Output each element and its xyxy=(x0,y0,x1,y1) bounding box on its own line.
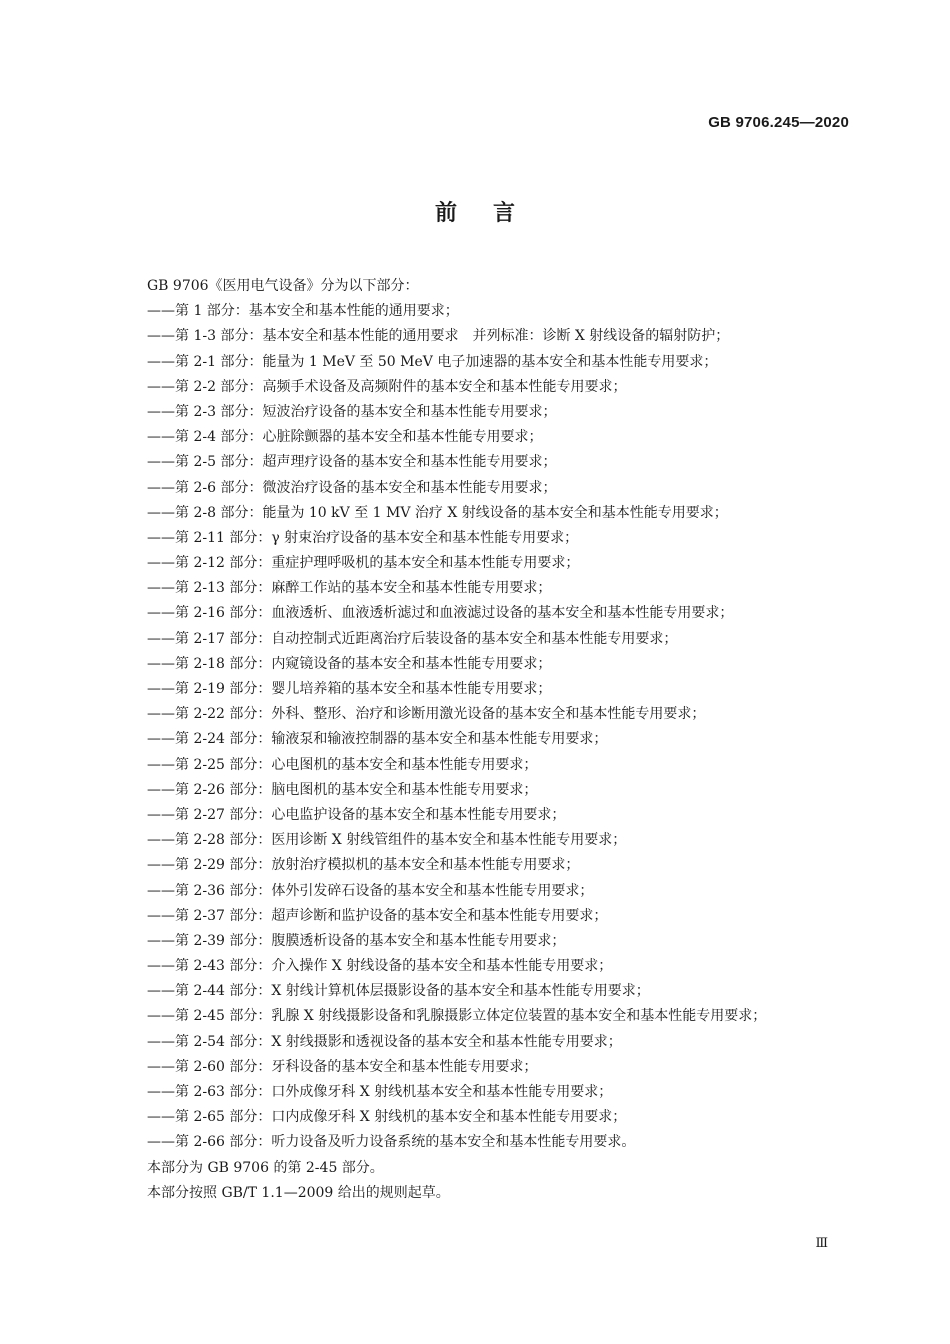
list-item: ——第 2-25 部分：心电图机的基本安全和基本性能专用要求； xyxy=(147,756,538,773)
list-item: ——第 2-29 部分：放射治疗模拟机的基本安全和基本性能专用要求； xyxy=(147,857,580,874)
list-item: ——第 2-16 部分：血液透析、血液透析滤过和血液滤过设备的基本安全和基本性能专用要求； xyxy=(147,605,734,622)
list-item: ——第 2-26 部分：脑电图机的基本安全和基本性能专用要求； xyxy=(147,781,538,798)
list-item: ——第 2-60 部分：牙科设备的基本安全和基本性能专用要求； xyxy=(147,1058,538,1075)
list-item: ——第 2-44 部分：X 射线计算机体层摄影设备的基本安全和基本性能专用要求； xyxy=(147,983,650,1000)
list-item: ——第 2-17 部分：自动控制式近距离治疗后装设备的基本安全和基本性能专用要求； xyxy=(147,630,678,647)
list-item: ——第 2-2 部分：高频手术设备及高频附件的基本安全和基本性能专用要求； xyxy=(147,378,627,395)
standard-code: GB 9706.245—2020 xyxy=(708,114,849,131)
list-item: ——第 2-4 部分：心脏除颤器的基本安全和基本性能专用要求； xyxy=(147,429,543,446)
list-item: ——第 2-66 部分：听力设备及听力设备系统的基本安全和基本性能专用要求。 xyxy=(147,1134,636,1151)
list-item: ——第 2-6 部分：微波治疗设备的基本安全和基本性能专用要求； xyxy=(147,479,557,496)
list-item: ——第 2-5 部分：超声理疗设备的基本安全和基本性能专用要求； xyxy=(147,454,557,471)
list-item: ——第 2-18 部分：内窥镜设备的基本安全和基本性能专用要求； xyxy=(147,655,552,672)
list-item: ——第 2-22 部分：外科、整形、治疗和诊断用激光设备的基本安全和基本性能专用要求； xyxy=(147,706,706,723)
list-item: ——第 2-45 部分：乳腺 X 射线摄影设备和乳腺摄影立体定位装置的基本安全和基本性能专用要求； xyxy=(147,1008,767,1025)
page-title: 前言 xyxy=(434,201,551,226)
page-number: Ⅲ xyxy=(815,1236,828,1251)
list-item: ——第 2-3 部分：短波治疗设备的基本安全和基本性能专用要求； xyxy=(147,403,557,420)
list-item: ——第 2-8 部分：能量为 10 kV 至 1 MV 治疗 X 射线设备的基本安全和基本性能专用要求； xyxy=(147,504,728,521)
list-item: ——第 2-13 部分：麻醉工作站的基本安全和基本性能专用要求； xyxy=(147,580,552,597)
list-item: ——第 2-11 部分：γ 射束治疗设备的基本安全和基本性能专用要求； xyxy=(147,529,579,546)
list-item: ——第 2-19 部分：婴儿培养箱的基本安全和基本性能专用要求； xyxy=(147,681,552,697)
list-item: ——第 2-1 部分：能量为 1 MeV 至 50 MeV 电子加速器的基本安全和基本性能专用要求； xyxy=(147,353,718,370)
list-item: ——第 1 部分：基本安全和基本性能的通用要求； xyxy=(147,303,459,320)
list-item: ——第 2-24 部分：输液泵和输液控制器的基本安全和基本性能专用要求； xyxy=(147,731,608,748)
list-item: ——第 2-28 部分：医用诊断 X 射线管组件的基本安全和基本性能专用要求； xyxy=(147,832,627,849)
list-item: ——第 2-12 部分：重症护理呼吸机的基本安全和基本性能专用要求； xyxy=(147,555,580,572)
list-item: ——第 2-43 部分：介入操作 X 射线设备的基本安全和基本性能专用要求； xyxy=(147,958,613,975)
list-item: ——第 2-37 部分：超声诊断和监护设备的基本安全和基本性能专用要求； xyxy=(147,907,608,924)
parts-list xyxy=(147,299,852,1155)
list-item: ——第 2-39 部分：腹膜透析设备的基本安全和基本性能专用要求； xyxy=(147,932,566,949)
list-item: ——第 2-65 部分：口内成像牙科 X 射线机的基本安全和基本性能专用要求； xyxy=(147,1109,627,1126)
list-item: ——第 2-63 部分：口外成像牙科 X 射线机基本安全和基本性能专用要求； xyxy=(147,1084,613,1101)
foreword-body xyxy=(147,274,852,1206)
list-item: ——第 2-54 部分：X 射线摄影和透视设备的基本安全和基本性能专用要求； xyxy=(147,1033,622,1050)
closing-statement: 本部分为 GB 9706 的第 2-45 部分。 xyxy=(147,1159,384,1176)
list-item: ——第 1-3 部分：基本安全和基本性能的通用要求 并列标准：诊断 X 射线设备的辐射防护； xyxy=(147,328,730,345)
intro-text: GB 9706《医用电气设备》分为以下部分： xyxy=(147,278,419,294)
list-item: ——第 2-27 部分：心电监护设备的基本安全和基本性能专用要求； xyxy=(147,806,566,823)
closing-statement: 本部分按照 GB/T 1.1—2009 给出的规则起草。 xyxy=(147,1184,450,1201)
list-item: ——第 2-36 部分：体外引发碎石设备的基本安全和基本性能专用要求； xyxy=(147,882,594,899)
